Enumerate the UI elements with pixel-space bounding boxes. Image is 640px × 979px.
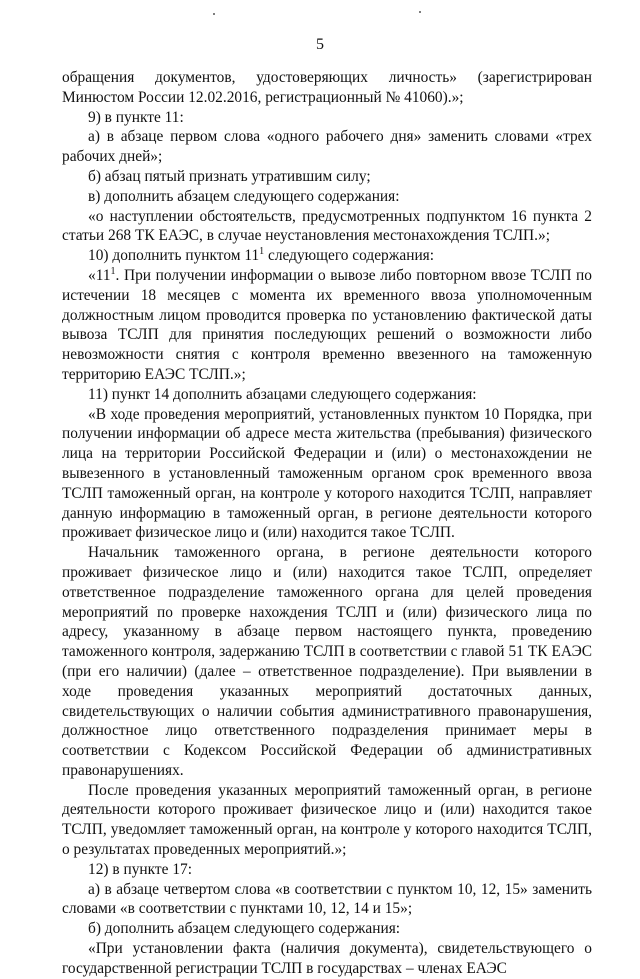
paragraph-quote-11-1 (62, 266, 592, 385)
superscript-marker: 1 (110, 265, 116, 277)
paragraph-item-9: 9) в пункте 11: (88, 108, 184, 126)
paragraph-item-12b: б) дополнить абзацем следующего содержания: (88, 920, 401, 938)
paragraph-quote-14-c: После проведения указанных мероприятий таможенный орган, в регионе деятельности которого проживает физическое лицо и (или) находится такое ТСЛП, уведомляет таможенный орган, на контроле у которого находится ТСЛП, о результатах проведенных мероприятий.»; (62, 781, 592, 859)
paragraph-quote-14-b: Начальник таможенного органа, в регионе деятельности которого проживает физическое лицо и (или) находится такое ТСЛП, определяет ответственное подразделение таможенного органа для целей проведения мероприятий по проверке нахождения ТСЛП и (или) физического лица по адресу, указанному в абзаце первом настоящего пункта, проведению таможенного контроля, задержанию ТСЛП в соответствии с главой 51 ТК ЕАЭС (при его наличии) (далее – ответственное подразделение). При выявлении в ходе проведения указанных мероприятий достаточных данных, свидетельствующих о наличии события административного правонарушения, должностное лицо ответственного подразделения принимает меры в соответствии с Кодексом Российской Федерации об административных правонарушениях. (62, 544, 592, 779)
paragraph-quote-14-a: «В ходе проведения мероприятий, установленных пунктом 10 Порядка, при получении информации об адресе места жительства (пребывания) физического лица на территории Российской Федерации и (или) о местонахождении не вывезенного в установленный таможенным органом срок временного ввоза ТСЛП таможенный орган, на контроле у которого находится ТСЛП, направляет данную информацию в таможенный орган, в регионе деятельности которого проживает физическое лицо и (или) находится такое ТСЛП. (62, 405, 592, 542)
paragraph-item-12a: а) в абзаце четвертом слова «в соответствии с пунктом 10, 12, 15» заменить словами «в соответствии с пунктами 10, 12, 14 и 15»; (62, 880, 592, 918)
scan-speck (213, 13, 215, 15)
paragraph-item-9v: в) дополнить абзацем следующего содержания: (88, 187, 400, 205)
paragraph-quote-17: «При установлении факта (наличия документа), свидетельствующего о государственной регистрации ТСЛП в государствах – членах ЕАЭС (62, 940, 592, 977)
document-body (62, 68, 592, 979)
paragraph-item-10-text-end: следующего содержания: (264, 247, 435, 265)
paragraph-quote-9v: «о наступлении обстоятельств, предусмотренных подпунктом 16 пункта 2 статьи 268 ТК ЕАЭС, в случае неустановления местонахождения ТСЛП.»; (62, 207, 592, 245)
paragraph-item-10-text: 10) дополнить пунктом 11 (88, 247, 260, 265)
paragraph-quote-11-1-start: «11 (88, 266, 111, 284)
page-number: 5 (316, 36, 324, 53)
paragraph-item-9b: б) абзац пятый признать утратившим силу; (88, 167, 371, 185)
paragraph-quote-11-1-text: . При получении информации о вывозе либо повторном ввозе ТСЛП по истечении 18 месяцев с момента их временного ввоза уполномоченным должностным лицом проводится проверка по установлению фактической даты вывоза ТСЛП для принятия последующих решений о возможности либо невозможности снятия с контроля временно ввезенного на таможенную территорию ЕАЭС ТСЛП.»; (62, 266, 592, 383)
paragraph-item-11: 11) пункт 14 дополнить абзацами следующего содержания: (88, 385, 477, 403)
superscript-marker: 1 (259, 246, 265, 258)
paragraph-continuation: обращения документов, удостоверяющих личность» (зарегистрирован Минюстом России 12.02.2016, регистрационный № 41060).»; (62, 69, 592, 106)
paragraph-item-10 (62, 246, 592, 266)
scan-speck (419, 11, 421, 13)
paragraph-item-9a: а) в абзаце первом слова «одного рабочего дня» заменить словами «трех рабочих дней»; (62, 128, 592, 166)
paragraph-item-12: 12) в пункте 17: (88, 860, 192, 878)
